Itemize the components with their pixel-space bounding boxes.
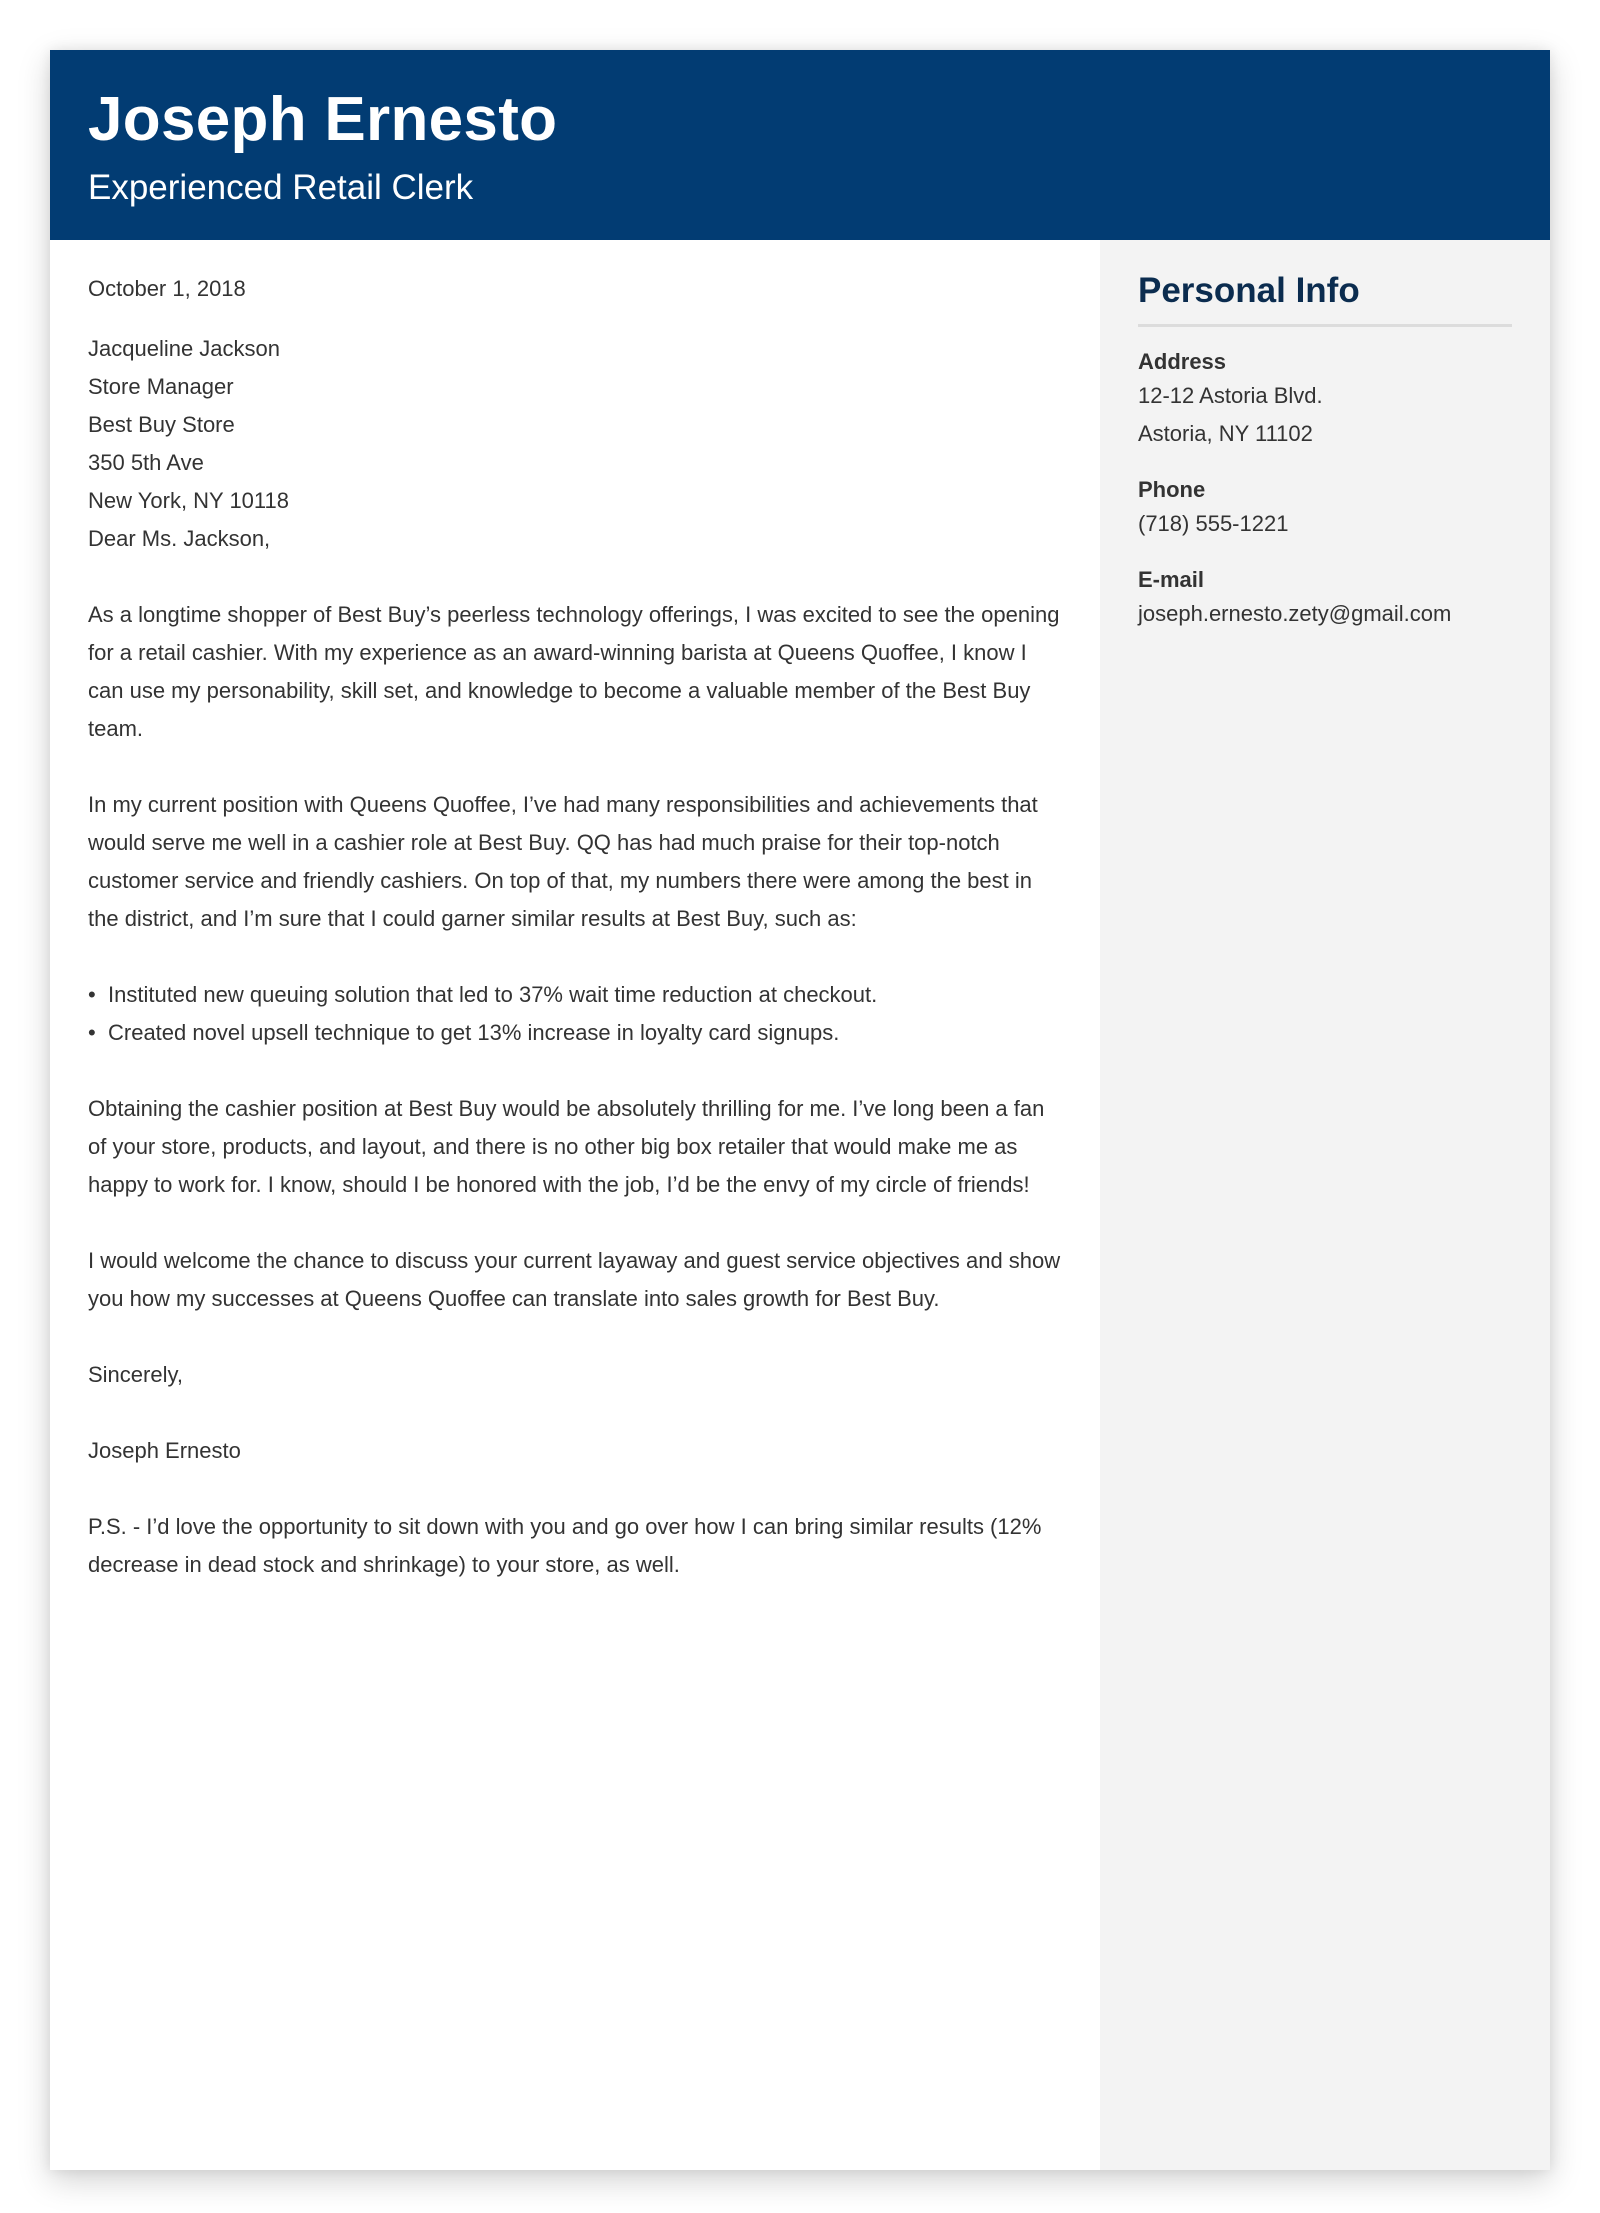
applicant-title: Experienced Retail Clerk — [88, 168, 474, 207]
recipient-name: Jacqueline Jackson — [88, 336, 281, 361]
achievement-text: Created novel upsell technique to get 13% increase in loyalty card signups. — [108, 1020, 840, 1045]
signature: Joseph Ernesto — [88, 1438, 241, 1463]
letter-body — [88, 270, 1068, 1584]
applicant-name: Joseph Ernesto — [88, 85, 558, 154]
phone-label: Phone — [1138, 477, 1206, 502]
bullet-icon: • — [88, 982, 96, 1007]
salutation: Dear Ms. Jackson, — [88, 526, 271, 551]
achievements-list — [88, 976, 1068, 1052]
recipient-street: 350 5th Ave — [88, 450, 204, 475]
postscript: P.S. - I’d love the opportunity to sit down with you and go over how I can bring similar results (12% decrease in dead stock and shrinkage) to your store, as well. — [88, 1514, 1042, 1577]
address-line-1: 12-12 Astoria Blvd. — [1138, 383, 1323, 408]
email-value: joseph.ernesto.zety@gmail.com — [1138, 601, 1452, 626]
bullet-icon: • — [88, 1020, 96, 1045]
achievement-text: Instituted new queuing solution that led to 37% wait time reduction at checkout. — [108, 982, 878, 1007]
list-item — [88, 976, 1068, 1014]
paragraph-call-to-action: I would welcome the chance to discuss your current layaway and guest service objectives and show you how my successes at Queens Quoffee can translate into sales growth for Best Buy. — [88, 1248, 1061, 1311]
personal-info-sidebar — [1100, 240, 1550, 2170]
address-label: Address — [1138, 349, 1227, 374]
recipient-company: Best Buy Store — [88, 412, 235, 437]
personal-info-heading: Personal Info — [1138, 270, 1512, 327]
recipient-block — [88, 330, 1068, 520]
cover-letter-page — [50, 50, 1550, 2170]
paragraph-experience: In my current position with Queens Quoffee, I’ve had many responsibilities and achievements that would serve me well in a cashier role at Best Buy. QQ has had much praise for their top-notch customer service and friendly cashiers. On top of that, my numbers there were among the best in the district, and I’m sure that I could garner similar results at Best Buy, such as: — [88, 792, 1038, 931]
recipient-city: New York, NY 10118 — [88, 488, 289, 513]
recipient-position: Store Manager — [88, 374, 234, 399]
paragraph-motivation: Obtaining the cashier position at Best Buy would be absolutely thrilling for me. I’ve long been a fan of your store, products, and layout, and there is no other big box retailer that would make me as happy to work for. I know, should I be honored with the job, I’d be the envy of my circle of friends! — [88, 1096, 1045, 1197]
letter-date: October 1, 2018 — [88, 276, 246, 301]
list-item — [88, 1014, 1068, 1052]
closing: Sincerely, — [88, 1362, 183, 1387]
address-line-2: Astoria, NY 11102 — [1138, 421, 1313, 446]
letter-header — [50, 50, 1550, 240]
paragraph-intro: As a longtime shopper of Best Buy’s peerless technology offerings, I was excited to see the opening for a retail cashier. With my experience as an award-winning barista at Queens Quoffee, I know I can use my personability, skill set, and knowledge to become a valuable member of the Best Buy team. — [88, 602, 1060, 741]
phone-value: (718) 555-1221 — [1138, 511, 1289, 536]
email-label: E-mail — [1138, 567, 1205, 592]
